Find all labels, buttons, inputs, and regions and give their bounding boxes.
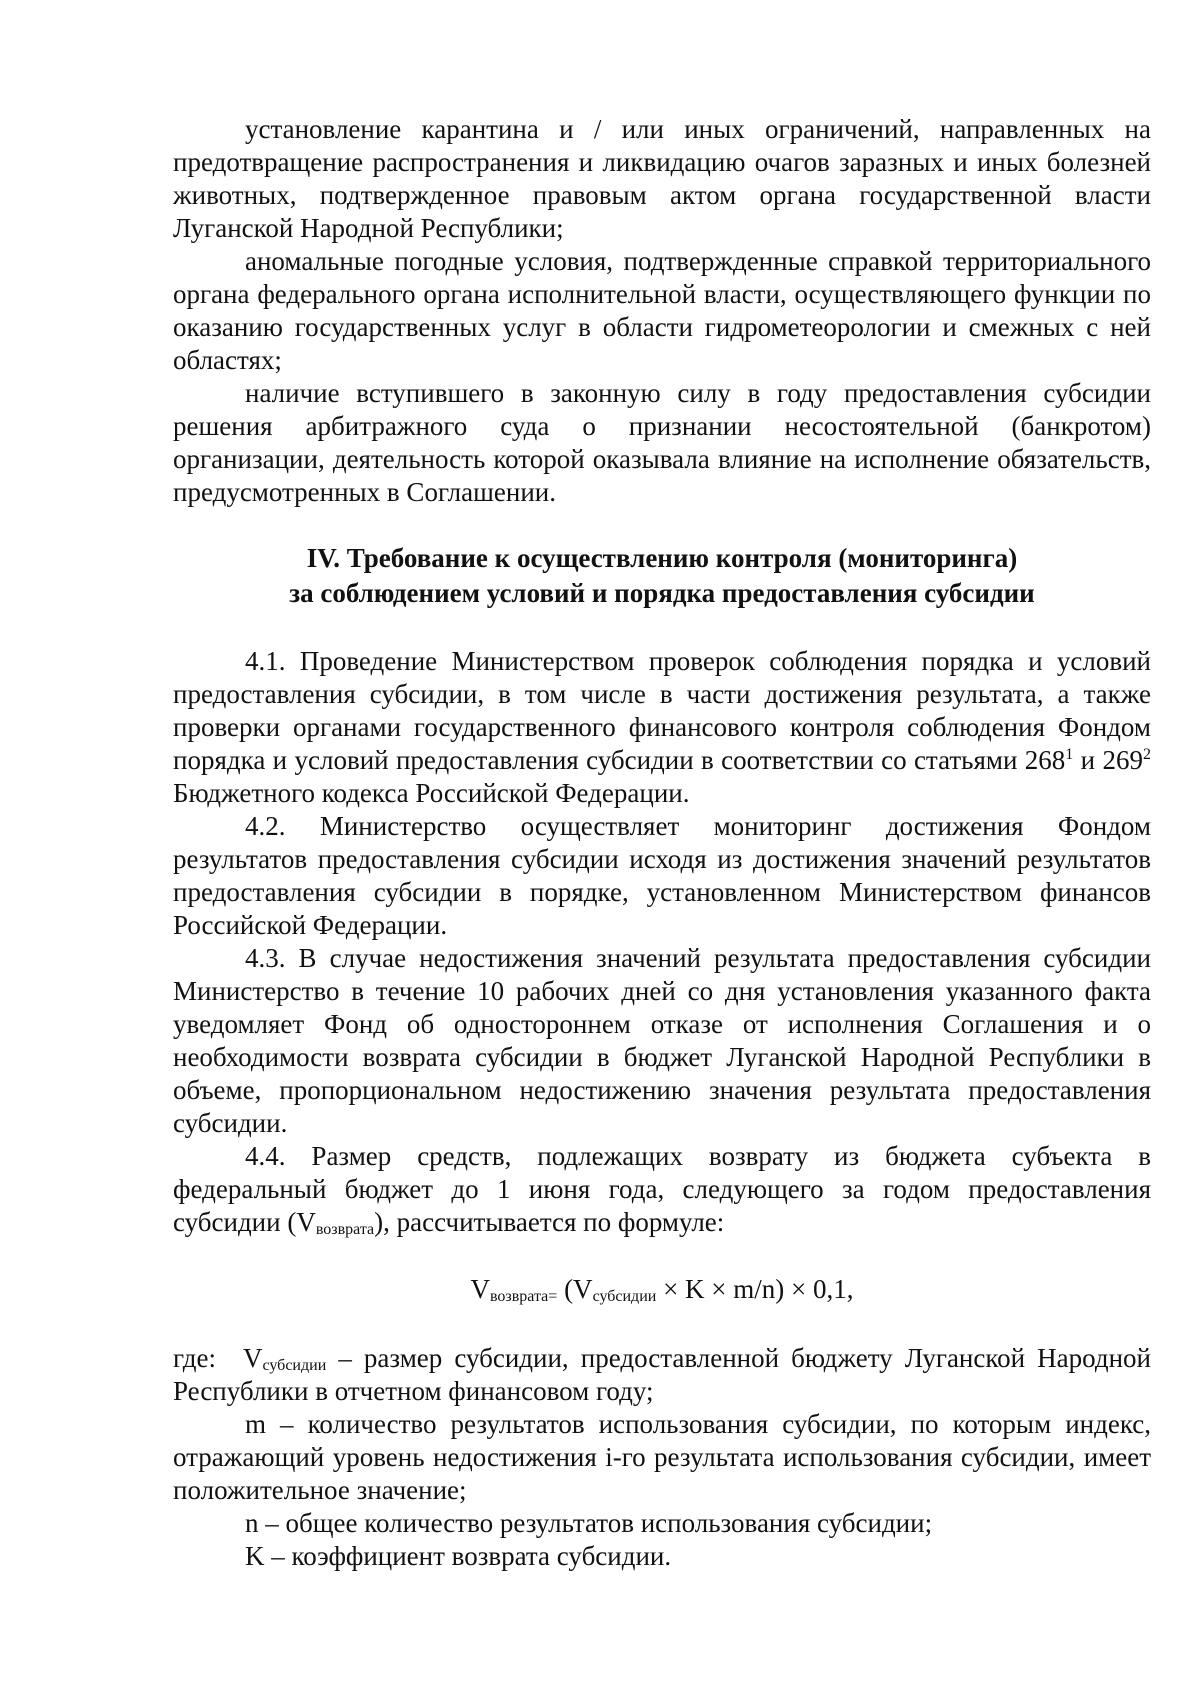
paragraph-where [173,1342,1151,1408]
document-body [173,113,1151,1573]
paragraph-4-1-text-b: и 269 [1073,745,1143,775]
formula-sub-subsidy: субсидии [592,1288,657,1305]
where-v: V [243,1343,263,1373]
where-text: – размер субсидии, предоставленной бюджету Луганской Народной Республики в отчетном финансовом году; [173,1343,1151,1406]
paragraph-4-3: 4.3. В случае недостижения значений результата предоставления субсидии Министерство в течение 10 рабочих дней со дня установления указанного факта уведомляет Фонд об одностороннем отказе от исполнения Соглашения и о необходимости возврата субсидии в бюджет Луганской Народной Республики в объеме, пропорциональном недостижению значения результата предоставления субсидии. [173,943,1151,1138]
section-title-line-2: за соблюдением условий и порядка предоставления субсидии [289,578,1035,608]
section-heading [173,541,1151,611]
paragraph-quarantine: установление карантина и / или иных ограничений, направленных на предотвращение распространения и ликвидацию очагов заразных и иных болезней животных, подтвержденное правовым актом органа государственной власти Луганской Народной Республики; [173,114,1151,243]
paragraph-4-4-text-a: 4.4. Размер средств, подлежащих возврату из бюджета субъекта в федеральный бюджет до 1 июня года, следующего за годом предоставления субсидии (V [173,1141,1151,1237]
superscript-1: 1 [1065,746,1074,763]
formula [173,1273,1151,1306]
superscript-2: 2 [1143,746,1151,763]
where-label: где: [173,1343,216,1373]
paragraph-4-1-text-c: Бюджетного кодекса Российской Федерации. [173,778,690,808]
definition-n: n – общее количество результатов использования субсидии; [245,1508,933,1538]
paragraph-4-4 [173,1140,1151,1239]
formula-sub-return: возврата= [489,1288,558,1305]
paragraph-weather: аномальные погодные условия, подтвержденные справкой территориального органа федерального органа исполнительной власти, осуществляющего функции по оказанию государственных услуг в области гидрометеорологии и смежных с ней областях; [173,246,1151,375]
formula-rest: × K × m/n) × 0,1, [656,1274,854,1304]
formula-v: V [470,1274,490,1304]
subscript-return: возврата [315,1221,375,1238]
paragraph-4-4-text-b: ), рассчитывается по формуле: [374,1207,725,1237]
paragraph-4-2: 4.2. Министерство осуществляет мониторинг достижения Фондом результатов предоставления субсидии исходя из достижения значений результатов предоставления субсидии в порядке, установленном Министерством финансов Российской Федерации. [173,811,1151,940]
paragraph-bankruptcy: наличие вступившего в законную силу в году предоставления субсидии решения арбитражного суда о признании несостоятельной (банкротом) организации, деятельность которой оказывала влияние на исполнение обязательств, предусмотренных в Соглашении. [173,378,1151,507]
formula-open: (V [557,1274,593,1304]
where-sub-subsidy: субсидии [262,1357,327,1374]
paragraph-4-1-text-a: 4.1. Проведение Министерством проверок соблюдения порядка и условий предоставления субсидии, в том числе в части достижения результата, а также проверки органами государственного финансового контроля соблюдения Фондом порядка и условий предоставления субсидии в соответствии со статьями 268 [173,646,1151,775]
definition-k: K – коэффициент возврата субсидии. [245,1541,672,1571]
definition-m: m – количество результатов использования субсидии, по которым индекс, отражающий уровень недостижения i-го результата использования субсидии, имеет положительное значение; [173,1409,1151,1505]
paragraph-4-1 [173,645,1151,810]
section-title-line-1: IV. Требование к осуществлению контроля (мониторинга) [306,543,1018,573]
